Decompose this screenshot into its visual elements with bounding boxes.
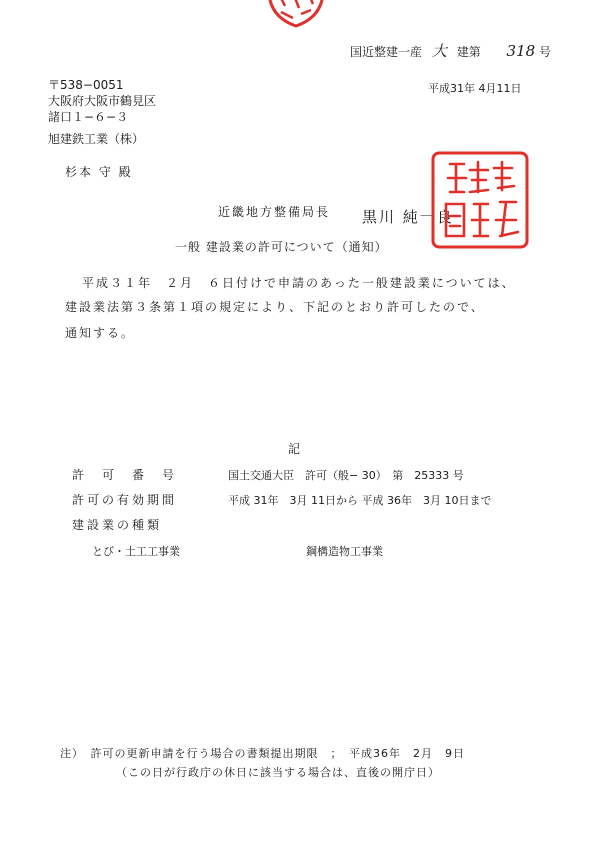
validity-label: 許可の有効期間 — [72, 493, 178, 507]
business-types-label: 建設業の種類 — [72, 518, 163, 532]
validity-value: 平成 31年 3月 11日から 平成 36年 3月 10日まで — [228, 494, 492, 507]
business-type-1: とび・土工工事業 — [92, 545, 180, 558]
record-heading: 記 — [288, 442, 301, 456]
doc-number-handwritten-1: 大 — [431, 42, 447, 60]
document-number — [350, 40, 551, 61]
note-line-1: 注） 許可の更新申請を行う場合の書類提出期限 ； 平成36年 2月 9日 — [60, 747, 465, 760]
postal-code: 〒538−0051 — [48, 78, 124, 92]
issuer-name: 黒川 純一良 — [362, 208, 454, 226]
subject: 一般 建設業の許可について（通知） — [175, 240, 388, 254]
body-line-3: 通知する。 — [65, 326, 136, 340]
body-line-1: 平成３１年 ２月 ６日付けで申請のあった一般建設業については、 — [82, 276, 516, 290]
doc-number-suffix: 号 — [539, 45, 552, 59]
permit-number-value: 国土交通大臣 許可（般− 30） 第 25333 号 — [228, 469, 464, 482]
doc-number-middle: 建第 — [456, 45, 481, 59]
doc-number-prefix: 国近整建一産 — [350, 45, 423, 59]
address-line-1: 大阪府大阪市鶴見区 — [48, 94, 157, 108]
business-type-2: 鋼構造物工事業 — [306, 545, 383, 558]
recipient-name: 杉本 守 殿 — [65, 165, 133, 179]
permit-number-label: 許 可 番 号 — [72, 468, 178, 482]
partial-red-seal-icon — [263, 0, 329, 30]
issuer-title: 近畿地方整備局長 — [218, 205, 331, 219]
doc-number-handwritten-2: 318 — [506, 42, 536, 60]
company-name: 旭建鉄工業（株） — [48, 132, 145, 146]
official-seal-icon — [430, 150, 530, 250]
body-line-2: 建設業法第３条第１項の規定により、下記のとおり許可したので、 — [65, 300, 485, 314]
note-line-2: （この日が行政庁の休日に該当する場合は、直後の開庁日） — [116, 766, 440, 779]
issue-date: 平成31年 4月11日 — [428, 82, 522, 95]
address-line-2: 諸口１−６−３ — [48, 110, 129, 124]
